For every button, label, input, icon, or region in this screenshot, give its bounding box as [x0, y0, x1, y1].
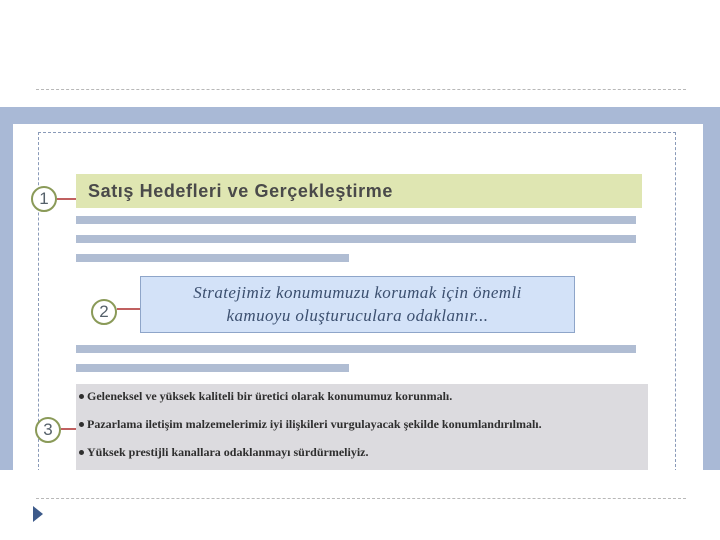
text-placeholder-bar — [76, 345, 636, 353]
callout-number-1: 1 — [31, 186, 57, 212]
pull-quote-line: Stratejimiz konumumuzu korumak için önemli — [193, 283, 522, 302]
bottom-divider — [36, 498, 686, 499]
bullet-icon — [79, 394, 84, 399]
top-divider — [36, 89, 686, 90]
bullet-list — [76, 384, 648, 470]
pull-quote — [140, 276, 575, 333]
callout-line-3 — [61, 428, 77, 430]
callout-line-1 — [57, 198, 77, 200]
bullet-icon — [79, 422, 84, 427]
list-item: Pazarlama iletişim malzemelerimiz iyi ilişkileri vurgulayacak şekilde konumlandırılmalı. — [79, 417, 542, 432]
text-placeholder-bar — [76, 254, 349, 262]
list-item: Geleneksel ve yüksek kaliteli bir üretici olarak konumumuz korunmalı. — [79, 389, 452, 404]
pull-quote-text — [141, 281, 574, 327]
document-title: Satış Hedefleri ve Gerçekleştirme — [88, 181, 393, 201]
text-placeholder-bar — [76, 364, 349, 372]
document-page — [13, 124, 703, 470]
bullet-icon — [79, 450, 84, 455]
pull-quote-line: kamuoyu oluşturuculara odaklanır... — [226, 306, 489, 325]
text-placeholder-bar — [76, 216, 636, 224]
callout-number-3: 3 — [35, 417, 61, 443]
document-figure — [0, 107, 720, 470]
callout-number-2: 2 — [91, 299, 117, 325]
callout-line-2 — [117, 308, 141, 310]
list-item: Yüksek prestijli kanallara odaklanmayı sürdürmeliyiz. — [79, 445, 368, 460]
next-slide-arrow-icon[interactable] — [33, 506, 43, 522]
title-highlight — [76, 174, 642, 208]
text-placeholder-bar — [76, 235, 636, 243]
